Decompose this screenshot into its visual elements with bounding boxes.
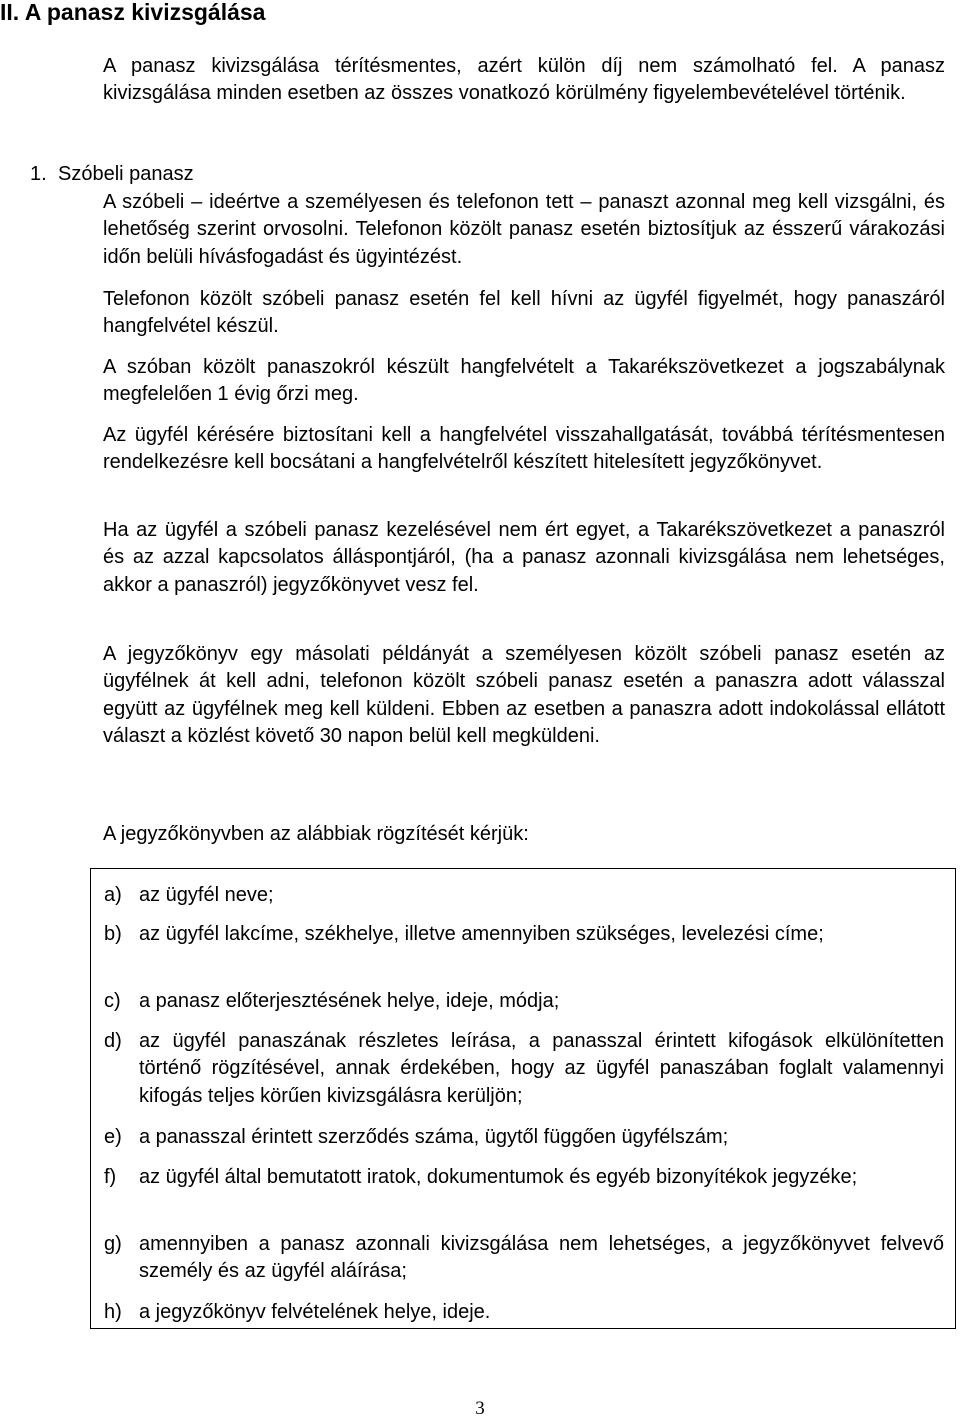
list-item-text: az ügyfél neve; [139, 884, 274, 906]
list-item-letter: b) [104, 923, 122, 945]
list-item-letter: c) [104, 990, 121, 1012]
list-item-letter: h) [104, 1301, 122, 1323]
list-item-letter: a) [104, 884, 122, 906]
list-item-text: a panasz előterjesztésének helye, ideje, módja; [139, 990, 560, 1012]
intro-paragraph: A panasz kivizsgálása térítésmentes, azért külön díj nem számolható fel. A panasz kivizsgálása minden esetben az összes vonatkozó körülmény figyelembevételével történik. [103, 55, 945, 105]
list-item-text: az ügyfél lakcíme, székhelye, illetve amennyiben szükséges, levelezési címe; [139, 923, 824, 945]
record-intro: A jegyzőkönyvben az alábbiak rögzítését kérjük: [103, 823, 529, 845]
list-item-text: az ügyfél által bemutatott iratok, dokumentumok és egyéb bizonyítékok jegyzéke; [139, 1166, 858, 1188]
list-item-letter: f) [104, 1166, 117, 1188]
list-item-letter: g) [104, 1233, 122, 1255]
list-item [104, 1028, 944, 1110]
paragraph-phone-notice: Telefonon közölt szóbeli panasz esetén fel kell hívni az ügyfél figyelmét, hogy panaszáról hangfelvétel készül. [103, 288, 945, 338]
paragraph-recording-retention: A szóban közölt panaszokról készült hangfelvételt a Takarékszövetkezet a jogszabálynak megfelelően 1 évig őrzi meg. [103, 356, 945, 406]
list-item [104, 1299, 944, 1326]
list-item-text: a panasszal érintett szerződés száma, ügytől függően ügyfélszám; [139, 1126, 729, 1148]
list-item-text: amennyiben a panasz azonnali kivizsgálása nem lehetséges, a jegyzőkönyvet felvevő személy és az ügyfél aláírása; [139, 1233, 944, 1283]
list-item [104, 1124, 944, 1151]
paragraph-copy-delivery: A jegyzőkönyv egy másolati példányát a személyesen közölt szóbeli panasz esetén az ügyfélnek át kell adni, telefonon közölt szóbeli panasz esetén a panaszra adott válasszal együtt az ügyfélnek meg kell küldeni. Ebben az esetben a panaszra adott indokolással ellátott választ a közlést követő 30 napon belül kell megküldeni. [103, 643, 945, 748]
list-item-text: az ügyfél panaszának részletes leírása, a panasszal érintett kifogások elkülönítetten történő rögzítésével, annak érdekében, hogy az ügyfél panaszában foglalt valamennyi kifogás teljes körűen kivizsgálásra kerüljön; [139, 1030, 944, 1107]
list-item-letter: e) [104, 1126, 122, 1148]
list-item-text: a jegyzőkönyv felvételének helye, ideje. [139, 1301, 491, 1323]
list-item [104, 1231, 944, 1286]
paragraph-disagreement: Ha az ügyfél a szóbeli panasz kezelésével nem ért egyet, a Takarékszövetkezet a panaszról és az azzal kapcsolatos álláspontjáról, (ha a panasz azonnali kivizsgálása nem lehetséges, akkor a panaszról) jegyzőkönyvet vesz fel. [103, 519, 945, 596]
list-item [104, 921, 944, 948]
list-item [104, 988, 944, 1015]
list-item [104, 882, 944, 909]
subsection-number: 1. [30, 163, 47, 185]
list-item-letter: d) [104, 1030, 122, 1052]
paragraph-oral-complaint: A szóbeli – ideértve a személyesen és telefonon tett – panaszt azonnal meg kell vizsgálni, és lehetőség szerint orvosolni. Telefonon közölt panasz esetén biztosítjuk az ésszerű várakozási időn belüli hívásfogadást és ügyintézést. [103, 191, 945, 268]
page-number: 3 [475, 1398, 485, 1419]
list-item [104, 1164, 944, 1191]
record-requirements-box [90, 868, 956, 1329]
subsection-title [30, 161, 194, 188]
subsection-title-text: Szóbeli panasz [58, 163, 194, 185]
section-heading: II. A panasz kivizsgálása [0, 0, 266, 25]
paragraph-playback-request: Az ügyfél kérésére biztosítani kell a hangfelvétel visszahallgatását, továbbá térítésmentesen rendelkezésre kell bocsátani a hangfelvételről készített hitelesített jegyzőkönyvet. [103, 424, 945, 474]
